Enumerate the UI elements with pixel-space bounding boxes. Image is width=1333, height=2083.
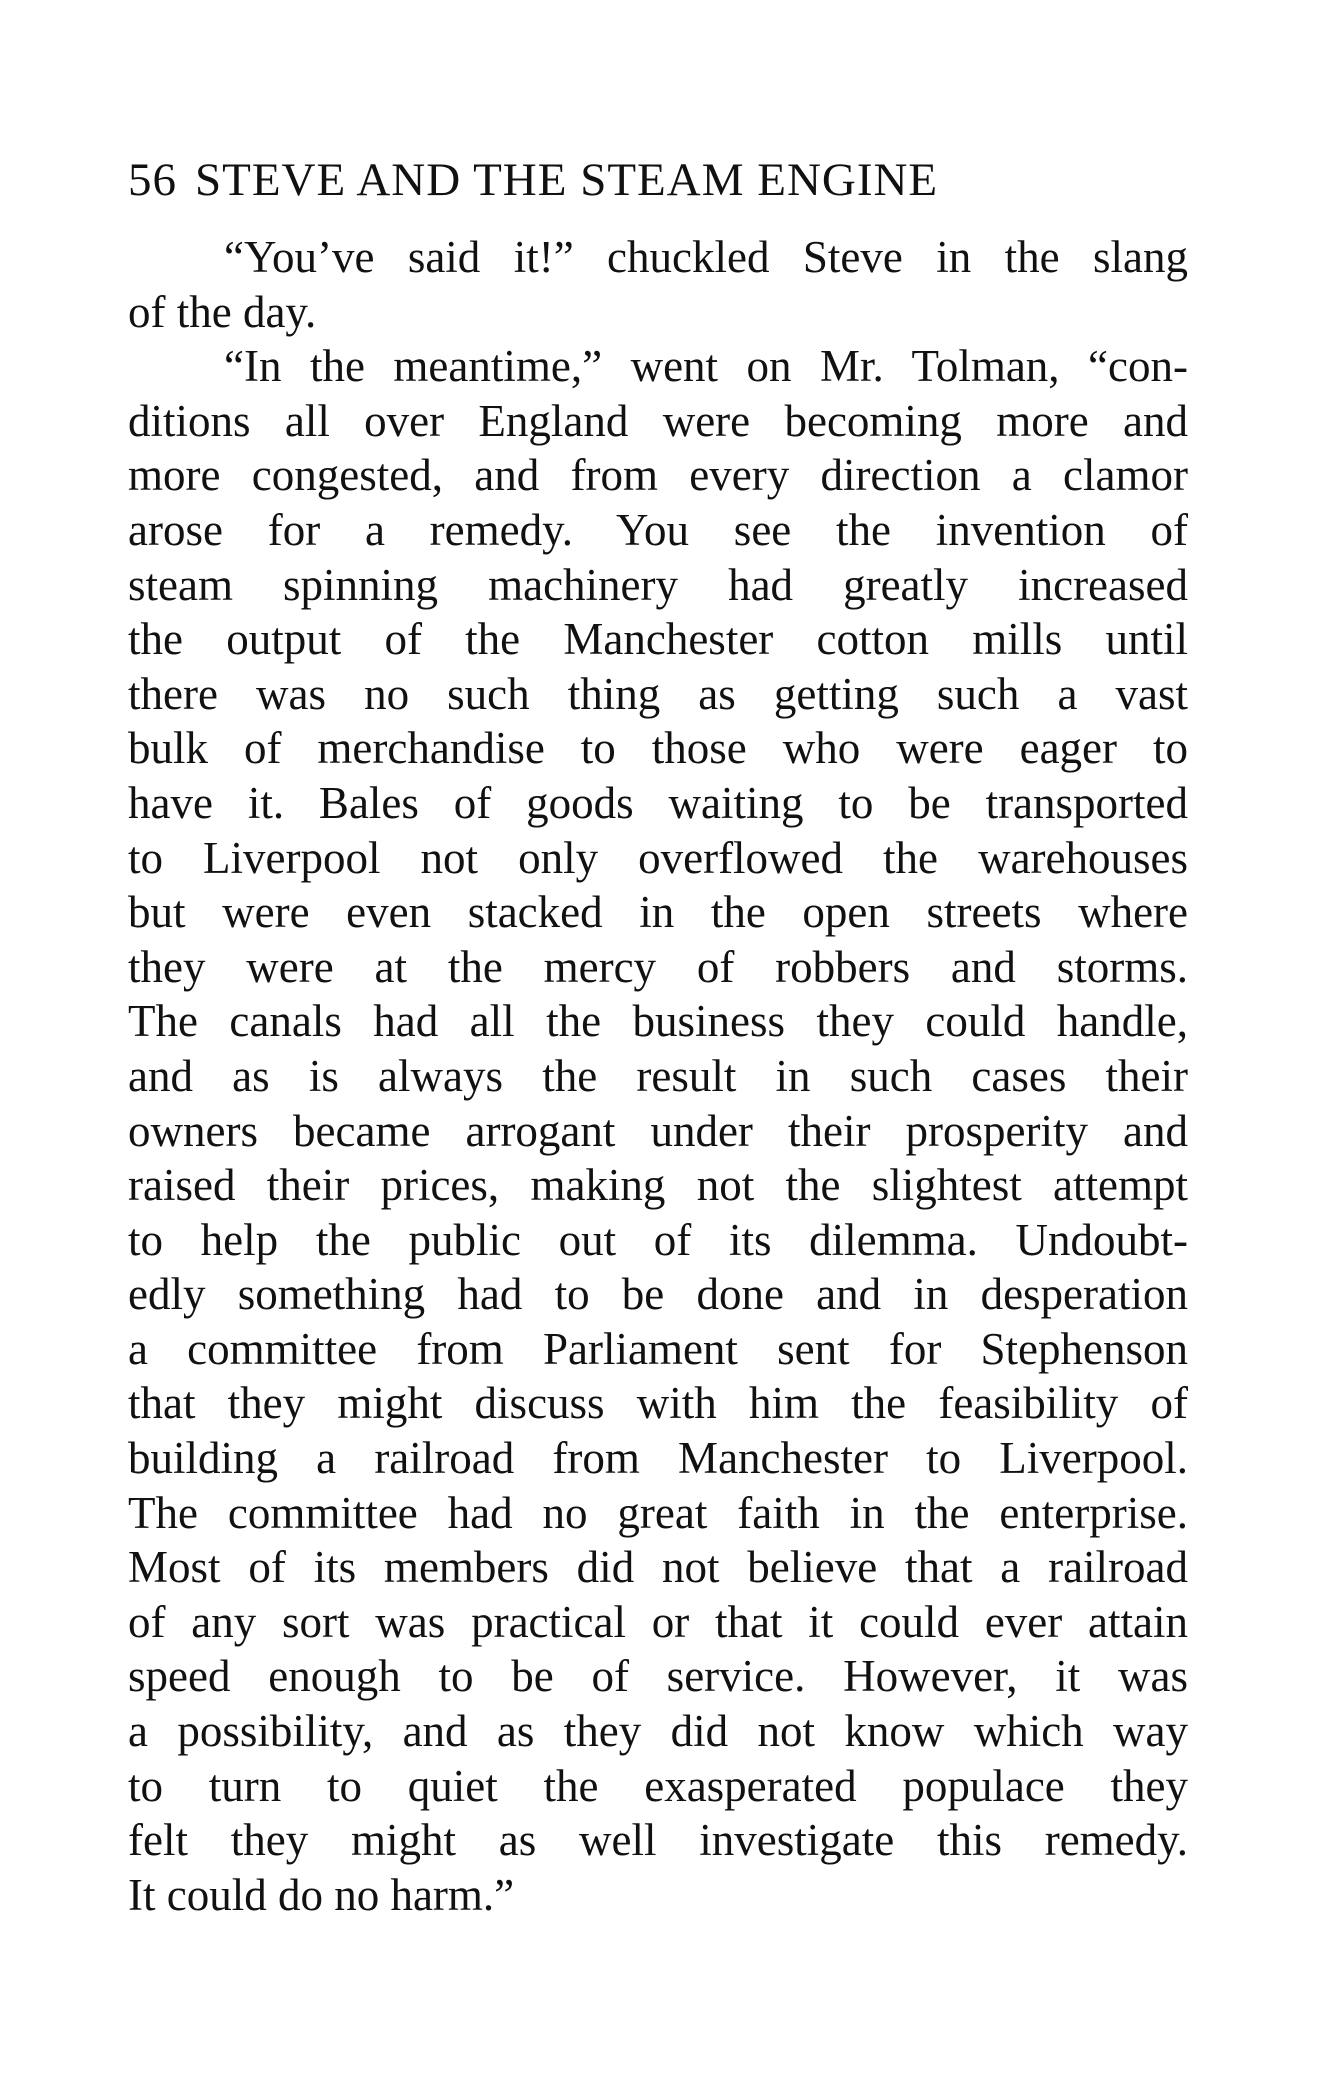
running-title: STEVE AND THE STEAM ENGINE [195,154,939,206]
text-line: they were at the mercy of robbers and storms. [128,941,1188,992]
text-line: Most of its members did not believe that a railroad [128,1542,1188,1593]
text-line: but were even stacked in the open streets where [128,887,1188,938]
text-line: The canals had all the business they could handle, [128,996,1188,1047]
text-line: building a railroad from Manchester to Liverpool. [128,1433,1188,1484]
text-line: owners became arrogant under their prosperity and [128,1105,1188,1156]
page-number: 56 [128,154,177,206]
text-line: to help the public out of its dilemma. Undoubt- [128,1214,1188,1265]
body-text [128,230,1188,1922]
text-line: to turn to quiet the exasperated populace they [128,1760,1188,1811]
text-line: of any sort was practical or that it could ever attain [128,1596,1188,1647]
text-line: a committee from Parliament sent for Stephenson [128,1323,1188,1374]
text-line: of the day. [128,286,317,337]
text-line: speed enough to be of service. However, it was [128,1651,1188,1702]
text-line: a possibility, and as they did not know which way [128,1706,1188,1757]
text-line: edly something had to be done and in desperation [128,1269,1188,1320]
text-line: there was no such thing as getting such a vast [128,668,1188,719]
text-line: more congested, and from every direction a clamor [128,450,1188,501]
text-line: The committee had no great faith in the enterprise. [128,1487,1188,1538]
text-line: bulk of merchandise to those who were eager to [128,723,1188,774]
text-line: “You’ve said it!” chuckled Steve in the slang [224,232,1188,282]
text-line: steam spinning machinery had greatly increased [128,559,1188,610]
text-line: arose for a remedy. You see the invention of [128,504,1188,555]
text-line: felt they might as well investigate this remedy. [128,1815,1188,1866]
text-line: “In the meantime,” went on Mr. Tolman, “con- [224,341,1188,392]
text-line: ditions all over England were becoming more and [128,395,1188,446]
text-line: the output of the Manchester cotton mills until [128,614,1188,665]
running-head [128,150,1188,210]
text-line: and as is always the result in such cases their [128,1050,1188,1101]
text-line: raised their prices, making not the slightest attempt [128,1160,1188,1211]
text-line: that they might discuss with him the feasibility of [128,1378,1188,1429]
text-line: to Liverpool not only overflowed the warehouses [128,832,1188,883]
text-line: have it. Bales of goods waiting to be transported [128,777,1188,828]
text-line: It could do no harm.” [128,1869,515,1920]
